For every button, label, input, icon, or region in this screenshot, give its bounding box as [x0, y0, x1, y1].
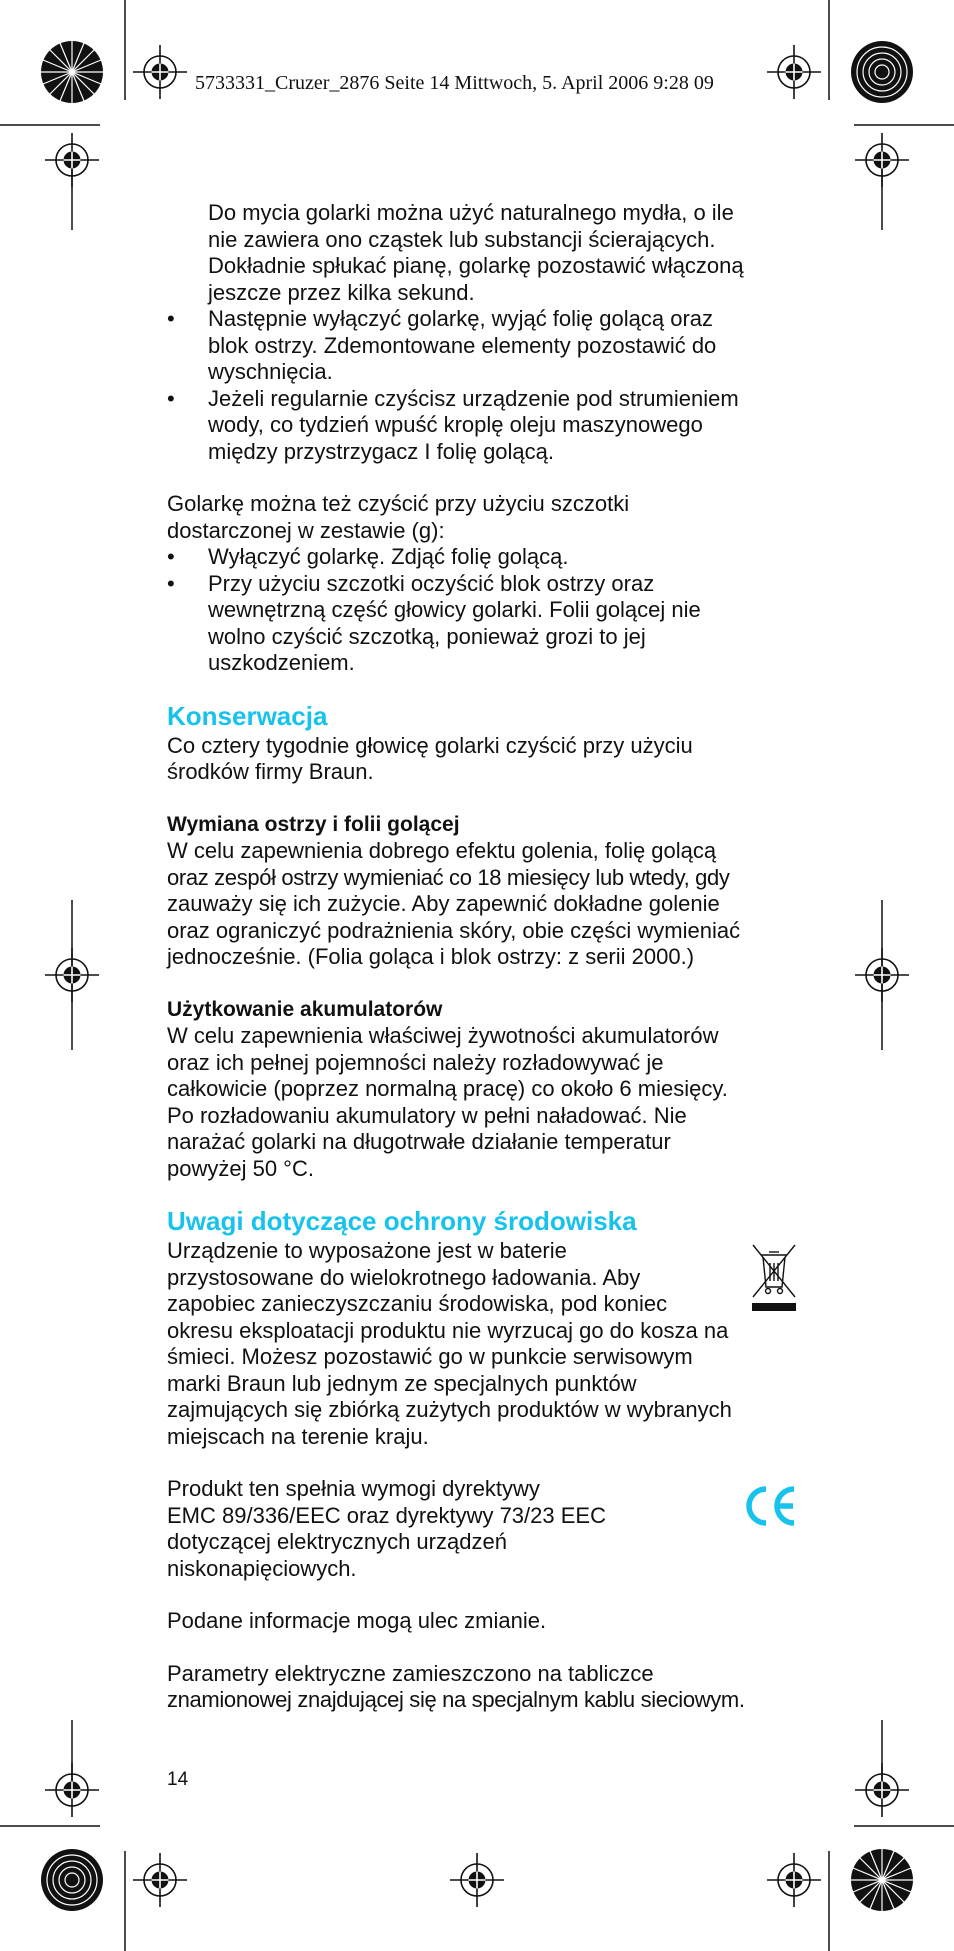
replacement-heading: Wymiana ostrzy i folii golącej: [167, 812, 460, 836]
maintenance-heading: Konserwacja: [167, 700, 328, 731]
battery-text: W celu zapewnienia właściwej żywotności akumulatorów oraz ich pełnej pojemności należy rozładowywać je całkowicie (poprzez normalną pracę) co około 6 miesięcy. Po rozładowaniu akumulatory w pełni naładować. Nie narażać golarki na długotrwałe działanie temperatur powyżej 50 °C.: [167, 1023, 728, 1181]
brush-bullet-list: [167, 544, 799, 677]
list-item: • Przy użyciu szczotki oczyścić blok ostrzy oraz wewnętrzną część głowicy golarki. Folii golącej nie wolno czyścić szczotką, ponieważ grozi to jej uszkodzeniem.: [167, 570, 701, 675]
brush-intro: Golarkę można też czyścić przy użyciu szczotki dostarczonej w zestawie (g):: [167, 491, 630, 543]
electrical-parameters: Parametry elektryczne zamieszczono na tabliczce znamionowej znajdującej się na specjalnym kablu sieciowym.: [167, 1660, 745, 1712]
page-number: 14: [167, 1769, 189, 1790]
crossed-out-bin-icon: [749, 1241, 799, 1313]
cleaning-bullet-list: [167, 306, 799, 465]
soap-paragraph: Do mycia golarki można użyć naturalnego mydła, o ile nie zawiera ono cząstek lub substancji ścierających. Dokładnie spłukać pianę, golarkę pozostawić włączoną jeszcze przez kilka sekund.: [208, 200, 744, 305]
print-slug: 5733331_Cruzer_2876 Seite 14 Mittwoch, 5. April 2006 9:28 09: [195, 72, 714, 94]
bullet-icon: •: [167, 385, 175, 411]
bullet-icon: •: [167, 306, 175, 331]
list-item: • Wyłączyć golarkę. Zdjąć folię golącą.: [167, 544, 569, 569]
list-item: • Następnie wyłączyć golarkę, wyjąć folię golącą oraz blok ostrzy. Zdemontowane elementy pozostawić do wyschnięcia.: [167, 306, 717, 384]
battery-heading: Użytkowanie akumulatorów: [167, 997, 443, 1021]
compliance-text: Produkt ten spełnia wymogi dyrektywy EMC 89/336/EEC oraz dyrektywy 73/23 EEC dotyczącej elektrycznych urządzeń niskonapięciowych.: [167, 1476, 606, 1581]
environment-block: [167, 1238, 799, 1450]
change-notice: Podane informacje mogą ulec zmianie.: [167, 1608, 547, 1633]
replacement-text: W celu zapewnienia dobrego efektu golenia, folię golącą oraz zespół ostrzy wymieniać co 18 miesięcy lub wtedy, gdy zauważy się ich zużycie. Aby zapewnić dokładne golenie oraz ograniczyć podrażnienia skóry, obie części wymieniać jednocześnie. (Folia goląca i blok ostrzy: z serii 2000.): [167, 838, 741, 969]
bullet-icon: •: [167, 544, 175, 569]
maintenance-intro: Co cztery tygodnie głowicę golarki czyścić przy użyciu środków firmy Braun.: [167, 732, 693, 784]
environment-text: Urządzenie to wyposażone jest w baterie przystosowane do wielokrotnego ładowania. Aby zapobiec zanieczyszczaniu środowiska, pod koniec okresu eksploatacji produktu nie wyrzucaj go do kosza na śmieci. Możesz pozostawić go w punkcie serwisowym marki Braun lub jednym ze specjalnych punktów zajmujących się zbiórką zużytych produktów w wybranych miejscach na terenie kraju.: [167, 1238, 732, 1449]
ce-mark-icon: [741, 1484, 797, 1528]
list-item: • Jeżeli regularnie czyścisz urządzenie pod strumieniem wody, co tydzień wpuść kroplę oleju maszynowego między przystrzygacz I folię golącą.: [167, 385, 739, 464]
document-body: [167, 200, 799, 1714]
compliance-block: [167, 1476, 799, 1582]
environment-heading: Uwagi dotyczące ochrony środowiska: [167, 1206, 637, 1236]
bullet-icon: •: [167, 570, 175, 596]
